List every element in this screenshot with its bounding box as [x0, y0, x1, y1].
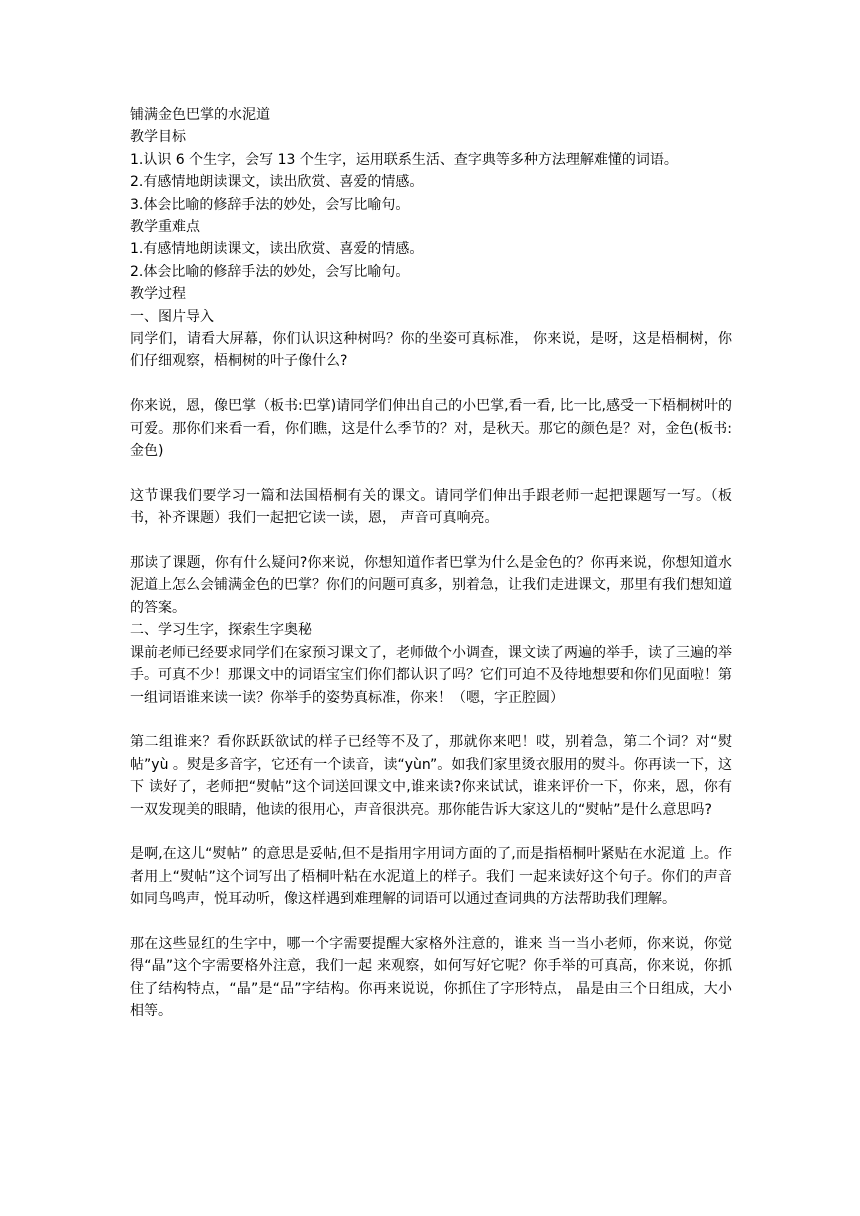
objective-item: 3.体会比喻的修辞手法的妙处，会写比喻句。: [130, 196, 410, 213]
key-point-item: 2.体会比喻的修辞手法的妙处，会写比喻句。: [130, 263, 410, 280]
paragraph: 那在这些显红的生字中，哪一个字需要提醒大家格外注意的，谁来 当一当小老师，你来说，你觉得“晶”这个字需要格外注意，我们一起 来观察，如何写好它呢？你手举的可真高，你来说，你抓住了结构特点，“晶”是“品”字结构。你再来说说，你抓住了字形特点， 晶是由三个日组成，大小相等。: [130, 935, 732, 1020]
paragraph: 第二组谁来？看你跃跃欲试的样子已经等不及了，那就你来吧！哎，别着急，第二个词？对“熨帖”yù 。熨是多音字，它还有一个读音，读“yùn”。如我们家里烫衣服用的熨斗。你再读一下，这下 读好了，老师把“熨帖”这个词送回课文中,谁来读?你来试试，谁来评价一下，你来，恩，你有一双发现美的眼睛，他读的很用心，声音很洪亮。那你能告诉大家这儿的“熨帖”是什么意思吗?: [130, 734, 732, 818]
paragraph: 是啊,在这儿“熨帖” 的意思是妥帖,但不是指用字用词方面的了,而是指梧桐叶紧贴在水泥道 上。作者用上“熨帖”这个词写出了梧桐叶粘在水泥道上的样子。我们 一起来读好这个句子。你们的声音如同鸟鸣声，悦耳动听，像这样遇到难理解的词语可以通过查词典的方法帮助我们理解。: [130, 846, 732, 908]
paragraph: 你来说，恩，像巴掌（板书:巴掌)请同学们伸出自己的小巴掌,看一看, 比一比,感受一下梧桐树叶的可爱。那你们来看一看，你们瞧，这是什么季节的？对，是秋天。那它的颜色是？对，金色(板书:金色): [130, 398, 732, 460]
paragraph: 那读了课题，你有什么疑问?你来说，你想知道作者巴掌为什么是金色的？你再来说，你想知道水泥道上怎么会铺满金色的巴掌？你们的问题可真多，别着急，让我们走进课文，那里有我们想知道的答案。: [130, 555, 732, 616]
objective-item: 1.认识 6 个生字，会写 13 个生字，运用联系生活、查字典等多种方法理解难懂的词语。: [130, 151, 678, 168]
objective-item: 2.有感情地朗读课文，读出欣赏、喜爱的情感。: [130, 174, 424, 191]
section-heading: 二、学习生字，探索生字奥秘: [130, 622, 312, 639]
paragraph: 同学们，请看大屏幕，你们认识这种树吗？你的坐姿可真标准， 你来说，是呀，这是梧桐树，你们仔细观察，梧桐树的叶子像什么?: [130, 331, 732, 370]
process-heading: 教学过程: [130, 286, 186, 303]
paragraph: 课前老师已经要求同学们在家预习课文了，老师做个小调查，课文读了两遍的举手，读了三遍的举手。可真不少！那课文中的词语宝宝们你们都认识了吗？它们可迫不及待地想要和你们见面啦！第一组词语谁来读一读？你举手的姿势真标准，你来！（嗯，字正腔圆）: [130, 644, 732, 706]
key-points-heading: 教学重难点: [130, 219, 200, 236]
document-page: [130, 104, 732, 1023]
document-title: 铺满金色巴掌的水泥道: [130, 107, 270, 123]
objectives-heading: 教学目标: [130, 129, 186, 146]
section-heading: 一、图片导入: [130, 308, 214, 325]
key-point-item: 1.有感情地朗读课文，读出欣赏、喜爱的情感。: [130, 241, 424, 258]
paragraph: 这节课我们要学习一篇和法国梧桐有关的课文。请同学们伸出手跟老师一起把课题写一写。（板书，补齐课题）我们一起把它读一读，恩， 声音可真响亮。: [130, 487, 732, 527]
